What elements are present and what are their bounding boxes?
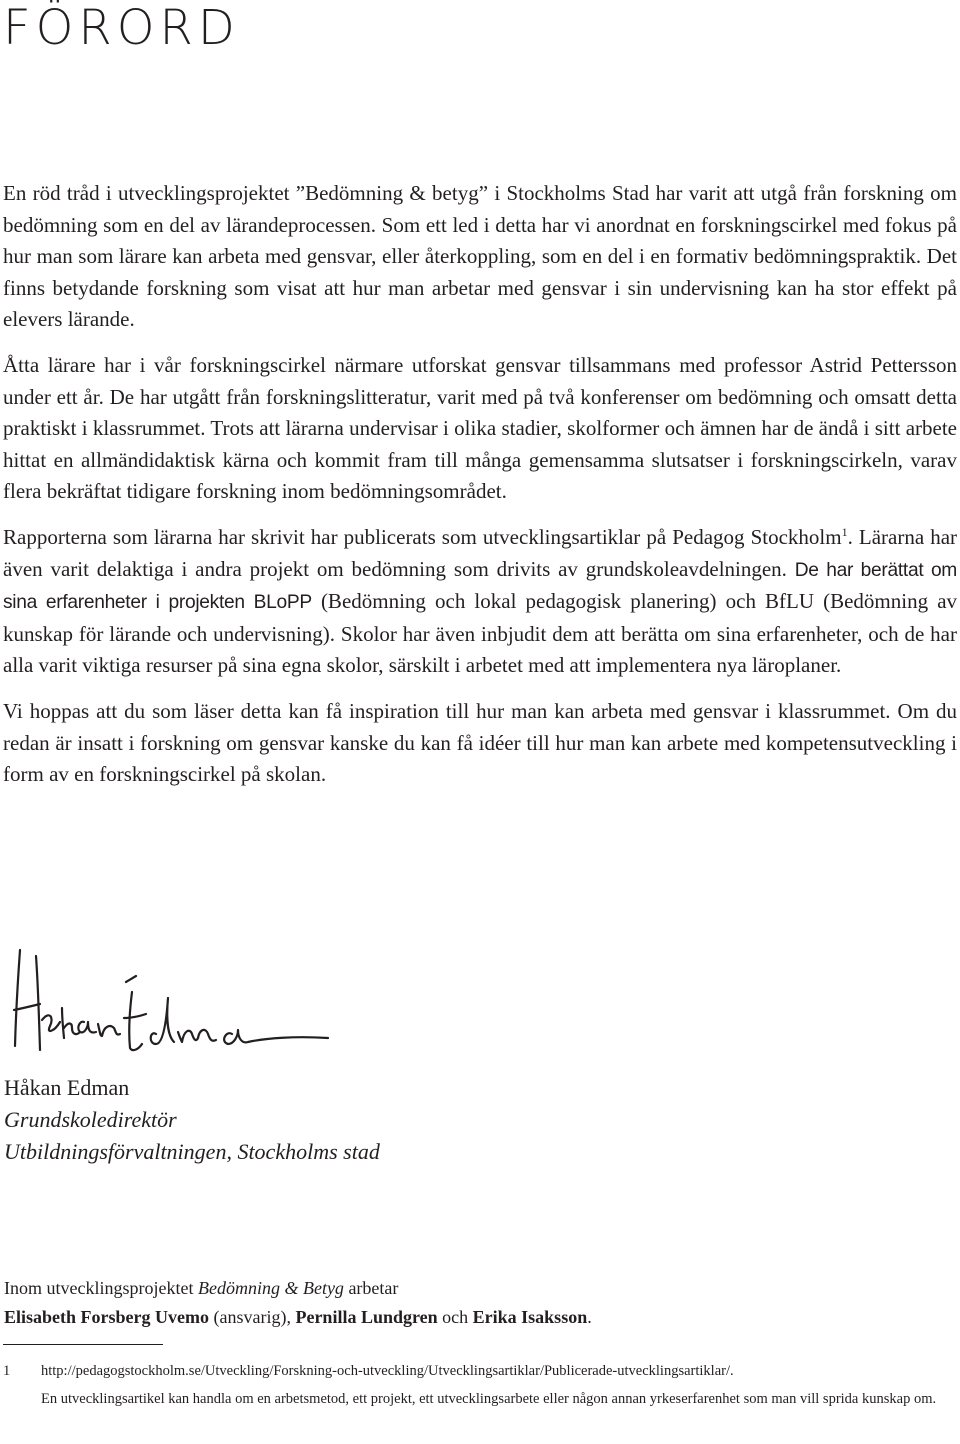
project-credits bbox=[4, 1274, 592, 1332]
signer-name: Håkan Edman bbox=[4, 1075, 130, 1100]
paragraph-3 bbox=[3, 522, 957, 682]
paragraph-3-text-b: . Lärarna har även varit delaktiga i andra projekt om bedömning som drivits av grundskoleavdelningen. bbox=[3, 524, 958, 581]
paragraph-1 bbox=[3, 178, 957, 336]
paragraph-2 bbox=[3, 350, 957, 508]
footnote-ref: 1 bbox=[841, 524, 848, 539]
footnote bbox=[3, 1357, 953, 1413]
signer-block bbox=[4, 1072, 380, 1168]
paragraph-4 bbox=[3, 696, 957, 791]
credits-prefix: Inom utvecklingsprojektet bbox=[4, 1278, 194, 1298]
body-text bbox=[3, 178, 957, 805]
footnote-text: En utvecklingsartikel kan handla om en arbetsmetod, ett projekt, ett utvecklingsarbete eller någon annan yrkeserfarenhet som man vill sprida kunskap om. bbox=[41, 1391, 937, 1407]
paragraph-2-text: Åtta lärare har i vår forskningscirkel närmare utforskat gensvar tillsammans med professor Astrid Pettersson under ett år. De har utgått från forskningslitteratur, varit med på två konferenser om bedömning och omsatt detta praktiskt i klassrummet. Trots att lärarna undervisar i olika stadier, skolformer och ämnen har de ändå i sitt arbete hittat en allmändidaktisk kärna och kommit fram till många gemensamma slutsatser i forskningscirkeln, varav flera bekräftat tidigare forskning inom bedömningsområdet. bbox=[3, 352, 957, 504]
credits-line-1 bbox=[4, 1274, 592, 1303]
credits-and: och bbox=[442, 1307, 469, 1327]
footnote-divider bbox=[3, 1344, 163, 1345]
credits-person-3: Erika Isaksson bbox=[472, 1307, 588, 1327]
credits-suffix: arbetar bbox=[348, 1278, 399, 1298]
footnote-url: http://pedagogstockholm.se/Utveckling/Forskning-och-utveckling/Utvecklingsartiklar/Publicerade-utvecklingsartiklar/. bbox=[41, 1363, 734, 1379]
paragraph-3-text-c: De har berättat om sina erfarenheter i projekten BLoPP bbox=[3, 559, 957, 614]
page-title: FÖRORD bbox=[3, 0, 240, 56]
signer-organization: Utbildningsförvaltningen, Stockholms stad bbox=[4, 1139, 380, 1164]
paragraph-1-text: En röd tråd i utvecklingsprojektet ”Bedömning & betyg” i Stockholms Stad har varit att utgå från forskning om bedömning som en del av lärandeprocessen. Som ett led i detta har vi anordnat en forskningscirkel med fokus på hur man som lärare kan arbeta med gensvar, eller återkoppling, som en del i en formativ bedömningspraktik. Det finns betydande forskning som visat att hur man arbetar med gensvar i sin undervisning kan ha stor effekt på elevers lärande. bbox=[3, 181, 957, 332]
footnote-number: 1 bbox=[3, 1363, 11, 1379]
credits-person-1: Elisabeth Forsberg Uvemo bbox=[4, 1307, 209, 1327]
signature bbox=[6, 935, 336, 1058]
credits-person-2: Pernilla Lundgren bbox=[295, 1307, 438, 1327]
credits-project: Bedömning & Betyg bbox=[197, 1278, 344, 1298]
signer-title: Grundskoledirektör bbox=[4, 1107, 177, 1132]
paragraph-3-text-a: Rapporterna som lärarna har skrivit har publicerats som utvecklingsartiklar på Pedagog Stockholm bbox=[3, 524, 842, 549]
credits-end: . bbox=[587, 1307, 592, 1327]
credits-role-1: (ansvarig), bbox=[213, 1307, 291, 1327]
signature-text: Håkan Edman bbox=[6, 935, 98, 952]
credits-line-2 bbox=[4, 1303, 592, 1332]
paragraph-4-text: Vi hoppas att du som läser detta kan få inspiration till hur man kan arbeta med gensvar i klassrummet. Om du redan är insatt i forskning om gensvar kanske du kan få idéer till hur man kan arbete med kompetensutveckling i form av en forskningscirkel på skolan. bbox=[3, 698, 957, 787]
paragraph-3-text-d: (Bedömning och lokal pedagogisk planering) och BfLU (Bedömning av kunskap för lärande och undervisning). Skolor har även inbjudit dem att berätta om sina erfarenheter, och de har alla varit viktiga resurser på sina egna skolor, särskilt i arbetet med att implementera nya läroplaner. bbox=[3, 589, 958, 678]
